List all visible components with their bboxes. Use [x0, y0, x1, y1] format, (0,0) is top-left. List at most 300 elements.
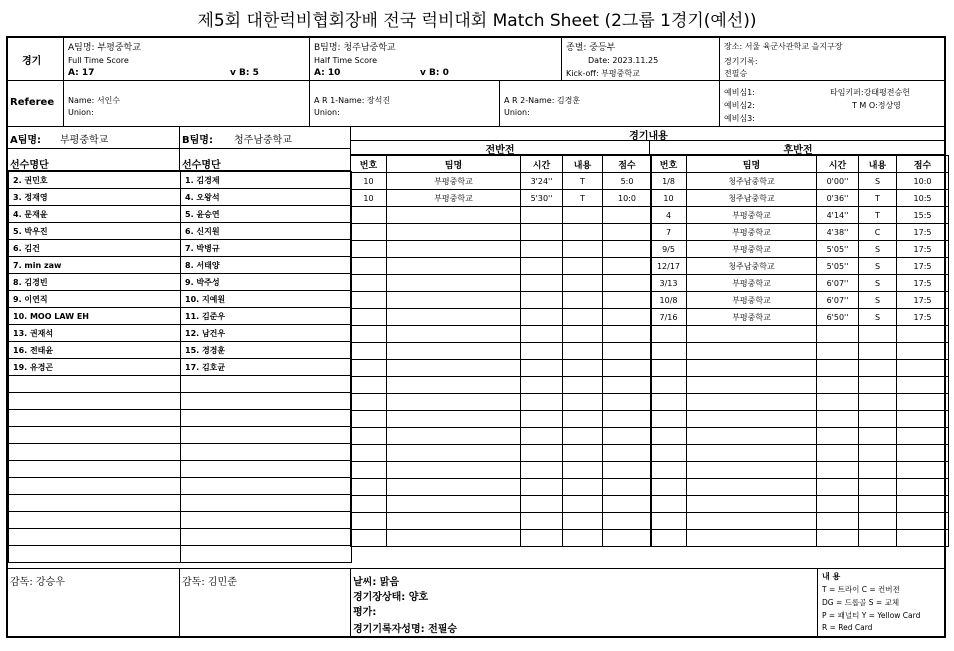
first-half-event-row	[351, 275, 652, 292]
b-player-cell	[181, 495, 352, 512]
a-player-cell: 6. 김건	[9, 240, 181, 257]
first-half-event-cell	[563, 445, 603, 462]
second-half-event-cell: 10	[651, 190, 687, 207]
tmo: T M O:정상영	[852, 101, 901, 110]
first-half-event-cell	[563, 428, 603, 445]
first-half-event-row	[351, 224, 652, 241]
b-player-cell	[181, 410, 352, 427]
record-label: 경기기록:	[724, 57, 758, 66]
referee-label-cell	[8, 81, 64, 127]
second-half-event-cell	[817, 462, 859, 479]
second-half-event-cell	[817, 326, 859, 343]
second-half-event-row	[651, 530, 949, 547]
a-player-cell	[9, 410, 181, 427]
b-team-header	[180, 127, 351, 149]
first-half-event-cell	[603, 224, 652, 241]
b-player-cell: 4. 오왕석	[181, 189, 352, 206]
a-player-cell	[9, 478, 181, 495]
first-half-event-cell	[603, 309, 652, 326]
second-half-event-cell	[651, 445, 687, 462]
roster-row	[9, 461, 352, 478]
b-player-cell: 8. 서태양	[181, 257, 352, 274]
first-half-event-cell	[521, 343, 563, 360]
first-half-event-cell	[351, 377, 387, 394]
first-half-column-header: 내용	[563, 156, 603, 173]
second-half-event-cell	[897, 462, 949, 479]
legend-title: 내 용	[822, 572, 841, 581]
roster-row	[9, 427, 352, 444]
half-time-a-score: A: 10	[314, 68, 341, 78]
second-half-event-cell: 7/16	[651, 309, 687, 326]
a-team-value: 부평중학교	[60, 135, 109, 146]
first-half-column-header: 점수	[603, 156, 652, 173]
first-half-event-cell	[603, 445, 652, 462]
b-player-cell	[181, 529, 352, 546]
second-half-event-row	[651, 360, 949, 377]
second-half-event-cell	[687, 377, 817, 394]
first-half-event-cell	[521, 479, 563, 496]
first-half-event-cell	[603, 343, 652, 360]
first-half-event-cell	[351, 428, 387, 445]
weather: 날씨: 맑음	[353, 577, 400, 588]
second-half-header-row	[651, 156, 949, 173]
first-half-event-cell: 3'24''	[521, 173, 563, 190]
second-half-column-header: 점수	[897, 156, 949, 173]
second-half-event-cell: 6'50''	[817, 309, 859, 326]
second-half-event-cell	[859, 530, 897, 547]
second-half-event-row	[651, 275, 949, 292]
second-half-event-cell: 6'07''	[817, 292, 859, 309]
second-half-event-cell	[651, 394, 687, 411]
roster-row	[9, 291, 352, 308]
first-half-event-cell	[603, 258, 652, 275]
first-half-event-cell	[521, 224, 563, 241]
b-player-cell: 5. 윤승연	[181, 206, 352, 223]
second-half-event-row	[651, 207, 949, 224]
referee-name: Name: 서인수	[68, 96, 121, 105]
second-half-event-cell: 17:5	[897, 224, 949, 241]
full-time-label: Full Time Score	[68, 56, 129, 65]
second-half-event-cell	[897, 513, 949, 530]
second-half-event-cell	[897, 394, 949, 411]
first-half-event-cell	[387, 224, 521, 241]
first-half-event-cell	[387, 513, 521, 530]
first-half-event-cell	[387, 530, 521, 547]
second-half-event-cell	[897, 496, 949, 513]
first-half-event-row	[351, 360, 652, 377]
second-half-event-cell	[817, 377, 859, 394]
first-half-event-cell	[521, 258, 563, 275]
first-half-event-cell	[351, 513, 387, 530]
second-half-event-cell: 4	[651, 207, 687, 224]
b-roster-header	[180, 149, 351, 171]
full-time-b-score: v B: 5	[230, 68, 259, 78]
roster-row	[9, 410, 352, 427]
ground-condition: 경기장상태: 양호	[353, 592, 429, 603]
second-half-event-row	[651, 224, 949, 241]
second-half-event-cell: 7	[651, 224, 687, 241]
second-half-event-row	[651, 496, 949, 513]
first-half-event-cell	[351, 207, 387, 224]
first-half-event-cell: 10	[351, 190, 387, 207]
second-half-event-row	[651, 326, 949, 343]
roster-row	[9, 393, 352, 410]
second-half-event-cell	[859, 428, 897, 445]
b-player-cell: 6. 신지원	[181, 223, 352, 240]
b-player-cell: 12. 남건우	[181, 325, 352, 342]
second-half-event-row	[651, 173, 949, 190]
first-half-event-cell	[351, 462, 387, 479]
second-half-event-cell: 0'36''	[817, 190, 859, 207]
second-half-event-cell	[859, 377, 897, 394]
second-half-event-cell	[897, 428, 949, 445]
first-half-event-cell	[387, 275, 521, 292]
referee-union: Union:	[68, 108, 94, 117]
record-name: 전필승	[724, 69, 748, 78]
first-half-event-cell	[563, 530, 603, 547]
match-sheet	[6, 36, 946, 638]
ar1-name: A R 1-Name: 장석진	[314, 96, 391, 105]
first-half-event-cell	[521, 377, 563, 394]
second-half-event-cell: 6'07''	[817, 275, 859, 292]
second-half-event-cell	[687, 513, 817, 530]
second-half-event-cell: 15:5	[897, 207, 949, 224]
a-player-cell	[9, 393, 181, 410]
a-coach-cell	[8, 568, 180, 638]
second-half-event-cell: 청주남중학교	[687, 173, 817, 190]
first-half-event-cell	[351, 445, 387, 462]
first-half-event-cell	[563, 496, 603, 513]
second-half-event-cell	[651, 513, 687, 530]
second-half-event-cell	[859, 513, 897, 530]
b-roster-title: 선수명단	[182, 160, 221, 171]
b-player-cell: 7. 박병규	[181, 240, 352, 257]
second-half-event-row	[651, 258, 949, 275]
second-half-event-cell: 4'14''	[817, 207, 859, 224]
b-player-cell	[181, 478, 352, 495]
first-half-event-cell	[521, 496, 563, 513]
first-half-event-cell	[563, 360, 603, 377]
second-half-title: 후반전	[783, 145, 813, 155]
first-half-event-cell: 5'30''	[521, 190, 563, 207]
second-half-event-row	[651, 513, 949, 530]
first-half-header-row	[351, 156, 652, 173]
a-player-cell: 2. 권민호	[9, 172, 181, 189]
first-half-event-cell	[387, 360, 521, 377]
second-half-event-cell	[817, 513, 859, 530]
roster-row	[9, 376, 352, 393]
second-half-event-cell: 10:0	[897, 173, 949, 190]
second-half-event-cell: 4'38''	[817, 224, 859, 241]
first-half-event-row	[351, 411, 652, 428]
roster-row	[9, 342, 352, 359]
second-half-event-cell: 3/13	[651, 275, 687, 292]
second-half-event-cell	[897, 326, 949, 343]
match-label-cell	[8, 38, 64, 81]
first-half-event-cell	[351, 241, 387, 258]
second-half-event-cell	[817, 496, 859, 513]
first-half-event-cell	[563, 377, 603, 394]
second-half-event-cell: 17:5	[897, 309, 949, 326]
second-half-event-cell: S	[859, 309, 897, 326]
second-half-event-cell	[817, 479, 859, 496]
second-half-event-cell	[859, 326, 897, 343]
second-half-event-cell: 청주남중학교	[687, 190, 817, 207]
a-player-cell: 7. min zaw	[9, 257, 181, 274]
b-player-cell	[181, 546, 352, 563]
first-half-event-row	[351, 190, 652, 207]
second-half-event-cell	[651, 496, 687, 513]
referee-cell	[64, 81, 310, 127]
b-player-cell: 11. 김준우	[181, 308, 352, 325]
first-half-event-cell	[521, 241, 563, 258]
a-player-cell	[9, 376, 181, 393]
first-half-event-cell	[521, 275, 563, 292]
first-half-event-row	[351, 394, 652, 411]
first-half-event-cell	[521, 309, 563, 326]
second-half-event-cell	[651, 360, 687, 377]
match-label: 경기	[22, 56, 42, 67]
second-half-event-cell: T	[859, 190, 897, 207]
a-player-cell: 5. 박우진	[9, 223, 181, 240]
venue-cell	[720, 38, 946, 81]
first-half-event-cell	[351, 224, 387, 241]
second-half-event-cell: 10/8	[651, 292, 687, 309]
second-half-event-cell: S	[859, 173, 897, 190]
first-half-event-cell	[387, 292, 521, 309]
first-half-event-cell	[603, 326, 652, 343]
first-half-event-cell	[603, 411, 652, 428]
second-half-event-cell	[859, 394, 897, 411]
first-half-event-cell	[521, 530, 563, 547]
a-player-cell: 4. 문재윤	[9, 206, 181, 223]
first-half-event-cell	[563, 258, 603, 275]
second-half-event-cell	[687, 343, 817, 360]
first-half-event-row	[351, 258, 652, 275]
first-half-event-row	[351, 428, 652, 445]
legend-line: T = 트라이 C = 컨버젼	[822, 585, 900, 594]
reserve-cell	[720, 81, 946, 127]
first-half-event-cell	[387, 207, 521, 224]
second-half-event-cell	[687, 445, 817, 462]
second-half-event-cell	[859, 479, 897, 496]
second-half-column-header: 내용	[859, 156, 897, 173]
category: 종별: 중등부	[566, 43, 616, 53]
b-team-label: B팀명:	[182, 135, 213, 146]
roster-row	[9, 512, 352, 529]
first-half-column-header: 시간	[521, 156, 563, 173]
first-half-event-cell	[351, 343, 387, 360]
second-half-event-cell	[817, 394, 859, 411]
first-half-event-cell	[603, 428, 652, 445]
a-team-label: A팀명:	[10, 135, 42, 146]
second-half-event-cell: 5'05''	[817, 258, 859, 275]
a-coach: 감독: 강승우	[10, 577, 65, 588]
first-half-event-row	[351, 462, 652, 479]
second-half-event-cell	[859, 411, 897, 428]
second-half-event-row	[651, 377, 949, 394]
roster-row	[9, 325, 352, 342]
first-half-event-row	[351, 343, 652, 360]
first-half-event-cell	[387, 462, 521, 479]
first-half-event-cell	[603, 360, 652, 377]
a-team-name: A팀명: 부평중학교	[68, 43, 141, 53]
roster-row	[9, 308, 352, 325]
second-half-event-cell	[687, 428, 817, 445]
first-half-event-cell	[563, 513, 603, 530]
first-half-event-row	[351, 479, 652, 496]
first-half-event-cell	[521, 513, 563, 530]
first-half-event-cell	[387, 394, 521, 411]
second-half-event-cell	[687, 462, 817, 479]
a-player-cell	[9, 529, 181, 546]
venue: 장소: 서울 육군사관학교 을지구장	[724, 42, 843, 51]
second-half-event-cell	[651, 377, 687, 394]
first-half-event-cell: 부평중학교	[387, 190, 521, 207]
second-half-event-cell: 청주남중학교	[687, 258, 817, 275]
second-half-event-cell	[897, 377, 949, 394]
first-half-event-cell	[563, 343, 603, 360]
b-player-cell: 9. 박주성	[181, 274, 352, 291]
second-half-event-cell: 17:5	[897, 258, 949, 275]
first-half-event-cell	[563, 462, 603, 479]
second-half-event-row	[651, 343, 949, 360]
a-player-cell: 10. MOO LAW EH	[9, 308, 181, 325]
first-half-event-cell	[351, 275, 387, 292]
second-half-event-cell	[817, 428, 859, 445]
first-half-event-cell	[603, 479, 652, 496]
first-half-event-cell	[521, 394, 563, 411]
reserve2: 예비심2:	[724, 101, 755, 110]
second-half-event-cell: S	[859, 275, 897, 292]
first-half-event-cell	[351, 411, 387, 428]
second-half-event-cell	[897, 343, 949, 360]
b-player-cell	[181, 444, 352, 461]
first-half-event-cell	[521, 292, 563, 309]
first-half-event-cell	[521, 207, 563, 224]
second-half-event-cell: 17:5	[897, 241, 949, 258]
second-half-event-cell	[859, 343, 897, 360]
first-half-event-cell	[387, 445, 521, 462]
events-title: 경기내용	[629, 131, 668, 141]
recorder: 경기기록자성명: 전필승	[353, 624, 458, 635]
second-half-event-row	[651, 445, 949, 462]
first-half-event-cell	[387, 309, 521, 326]
first-half-column-header: 팀명	[387, 156, 521, 173]
a-roster-header	[8, 149, 180, 171]
roster-row	[9, 478, 352, 495]
second-half-event-cell: 1/8	[651, 173, 687, 190]
reserve1: 예비심1:	[724, 88, 755, 97]
first-half-event-cell	[351, 394, 387, 411]
second-half-column-header: 시간	[817, 156, 859, 173]
first-half-event-cell: 부평중학교	[387, 173, 521, 190]
second-half-event-cell: S	[859, 241, 897, 258]
first-half-event-cell	[563, 394, 603, 411]
second-half-event-cell: S	[859, 258, 897, 275]
second-half-event-row	[651, 241, 949, 258]
second-half-event-cell	[859, 360, 897, 377]
match-notes-cell	[351, 568, 818, 638]
second-half-event-cell: C	[859, 224, 897, 241]
second-half-event-cell	[859, 496, 897, 513]
a-player-cell	[9, 495, 181, 512]
first-half-event-cell	[521, 360, 563, 377]
roster-row	[9, 546, 352, 563]
first-half-event-cell	[603, 207, 652, 224]
first-half-event-cell	[563, 207, 603, 224]
second-half-event-cell	[897, 530, 949, 547]
second-half-event-cell	[817, 530, 859, 547]
b-coach: 감독: 김민준	[182, 577, 237, 588]
first-half-event-cell: T	[563, 190, 603, 207]
second-half-event-cell	[817, 343, 859, 360]
first-half-event-cell	[563, 275, 603, 292]
reserve3: 예비심3:	[724, 114, 755, 123]
first-half-event-row	[351, 309, 652, 326]
half-time-label: Half Time Score	[314, 56, 378, 65]
first-half-title: 전반전	[485, 145, 515, 155]
ar1-union: Union:	[314, 108, 340, 117]
first-half-event-cell	[563, 224, 603, 241]
second-half-event-cell	[687, 326, 817, 343]
b-player-cell	[181, 376, 352, 393]
first-half-event-cell	[603, 513, 652, 530]
a-player-cell: 8. 김경빈	[9, 274, 181, 291]
a-player-cell	[9, 512, 181, 529]
second-half-event-cell: 17:5	[897, 275, 949, 292]
first-half-event-cell	[521, 411, 563, 428]
legend-cell	[818, 568, 946, 638]
first-half-event-cell	[351, 479, 387, 496]
second-half-event-row	[651, 411, 949, 428]
b-player-cell: 17. 김호균	[181, 359, 352, 376]
roster-row	[9, 240, 352, 257]
second-half-event-row	[651, 394, 949, 411]
second-half-event-cell: T	[859, 207, 897, 224]
second-half-event-cell: 0'00''	[817, 173, 859, 190]
second-half-title-cell	[650, 141, 946, 155]
match-date: Date: 2023.11.25	[588, 56, 659, 65]
page-title: 제5회 대한럭비협회장배 전국 럭비대회 Match Sheet (2그룹 1경기(예선))	[197, 11, 757, 31]
first-half-event-cell	[603, 241, 652, 258]
roster-row	[9, 257, 352, 274]
second-half-column-header: 팀명	[687, 156, 817, 173]
rating: 평가:	[353, 607, 377, 618]
b-player-cell	[181, 461, 352, 478]
roster-row	[9, 223, 352, 240]
first-half-event-row	[351, 173, 652, 190]
roster-row	[9, 529, 352, 546]
second-half-event-cell	[687, 394, 817, 411]
second-half-event-cell	[651, 411, 687, 428]
first-half-event-cell	[351, 292, 387, 309]
first-half-event-row	[351, 445, 652, 462]
roster-row	[9, 495, 352, 512]
first-half-event-cell: T	[563, 173, 603, 190]
legend-line: P = 패널티 Y = Yellow Card	[822, 611, 921, 620]
second-half-event-cell	[651, 326, 687, 343]
first-half-event-cell	[387, 428, 521, 445]
b-player-cell	[181, 427, 352, 444]
roster-row	[9, 274, 352, 291]
second-half-column-header: 번호	[651, 156, 687, 173]
ar2-cell	[500, 81, 720, 127]
first-half-event-cell	[351, 326, 387, 343]
second-half-event-cell	[859, 445, 897, 462]
roster-row	[9, 359, 352, 376]
first-half-event-cell	[387, 377, 521, 394]
